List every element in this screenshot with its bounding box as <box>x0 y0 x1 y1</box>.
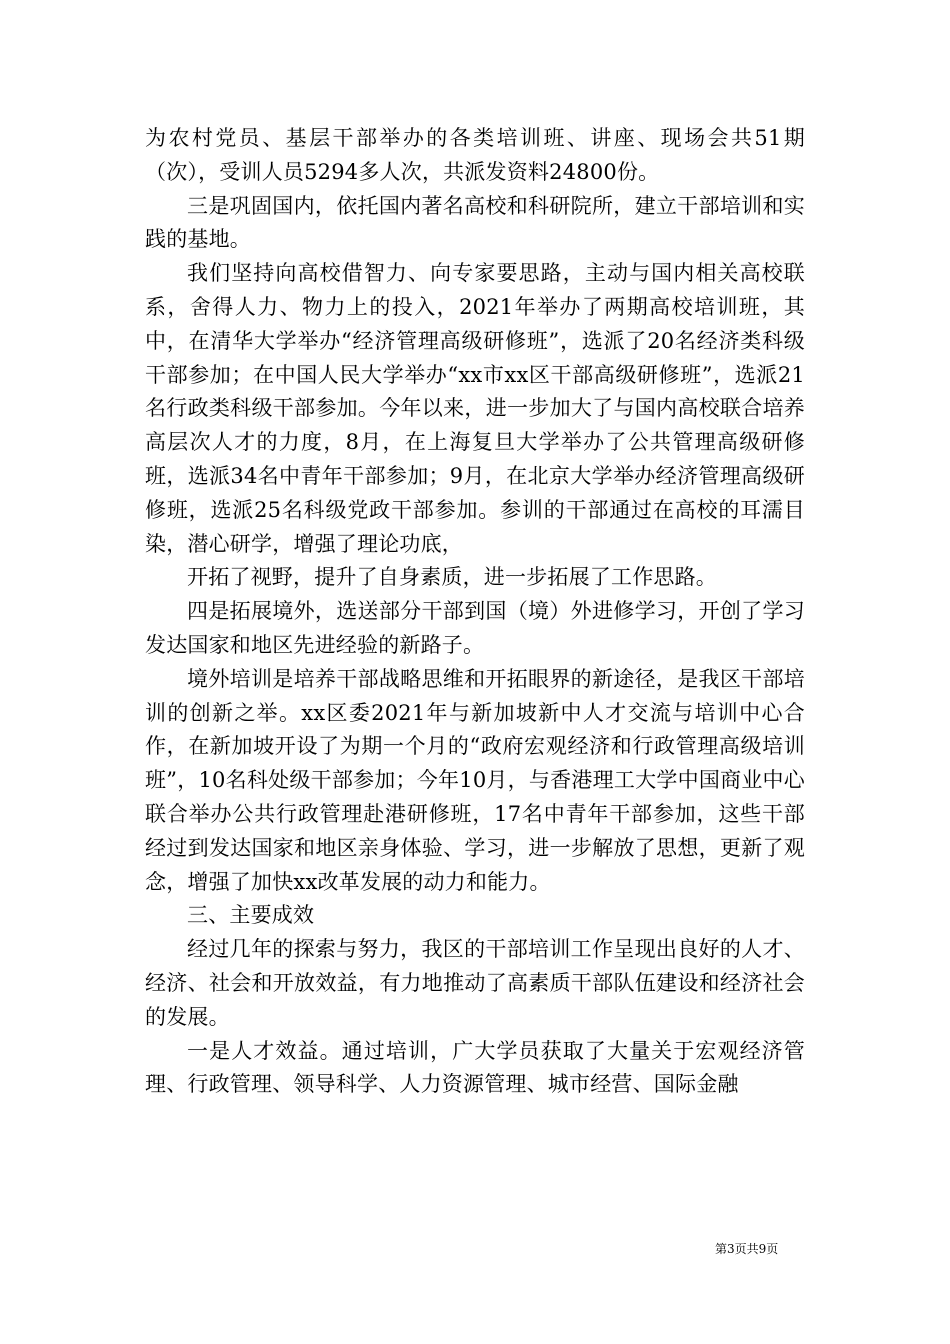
paragraph-6: 境外培训是培养干部战略思维和开拓眼界的新途径，是我区干部培训的创新之举。xx区委2021年与新加坡新中人才交流与培训中心合作，在新加坡开设了为期一个月的“政府宏观经济和行政管理高级培训班”，10名科处级干部参加；今年10月，与香港理工大学中国商业中心联合举办公共行政管理赴港研修班，17名中青年干部参加，这些干部经过到发达国家和地区亲身体验、学习，进一步解放了思想，更新了观念，增强了加快xx改革发展的动力和能力。 <box>145 666 805 894</box>
paragraph-7: 经过几年的探索与努力，我区的干部培训工作呈现出良好的人才、经济、社会和开放效益，有力地推动了高素质干部队伍建设和经济社会的发展。 <box>145 937 805 1029</box>
section-heading: 三、主要成效 <box>187 903 315 928</box>
paragraph-5: 四是拓展境外，选送部分干部到国（境）外进修学习，开创了学习发达国家和地区先进经验的新路子。 <box>145 599 805 657</box>
paragraph-4: 开拓了视野，提升了自身素质，进一步拓展了工作思路。 <box>187 565 717 590</box>
document-body <box>145 122 805 1102</box>
paragraph-3: 我们坚持向高校借智力、向专家要思路，主动与国内相关高校联系，舍得人力、物力上的投入，2021年举办了两期高校培训班，其中，在清华大学举办“经济管理高级研修班”，选派了20名经济类科级干部参加；在中国人民大学举办“xx市xx区干部高级研修班”，选派21名行政类科级干部参加。今年以来，进一步加大了与国内高校联合培养高层次人才的力度，8月，在上海复旦大学举办了公共管理高级研修班，选派34名中青年干部参加；9月，在北京大学举办经济管理高级研修班，选派25名科级党政干部参加。参训的干部通过在高校的耳濡目染，潜心研学，增强了理论功底， <box>145 261 805 556</box>
paragraph-2: 三是巩固国内，依托国内著名高校和科研院所，建立干部培训和实践的基地。 <box>145 193 805 252</box>
page-number: 第3页共9页 <box>715 1242 779 1256</box>
paragraph-1: 为农村党员、基层干部举办的各类培训班、讲座、现场会共51期（次），受训人员5294多人次，共派发资料24800份。 <box>145 126 805 184</box>
paragraph-8: 一是人才效益。通过培训，广大学员获取了大量关于宏观经济管理、行政管理、领导科学、人力资源管理、城市经营、国际金融 <box>145 1038 805 1097</box>
